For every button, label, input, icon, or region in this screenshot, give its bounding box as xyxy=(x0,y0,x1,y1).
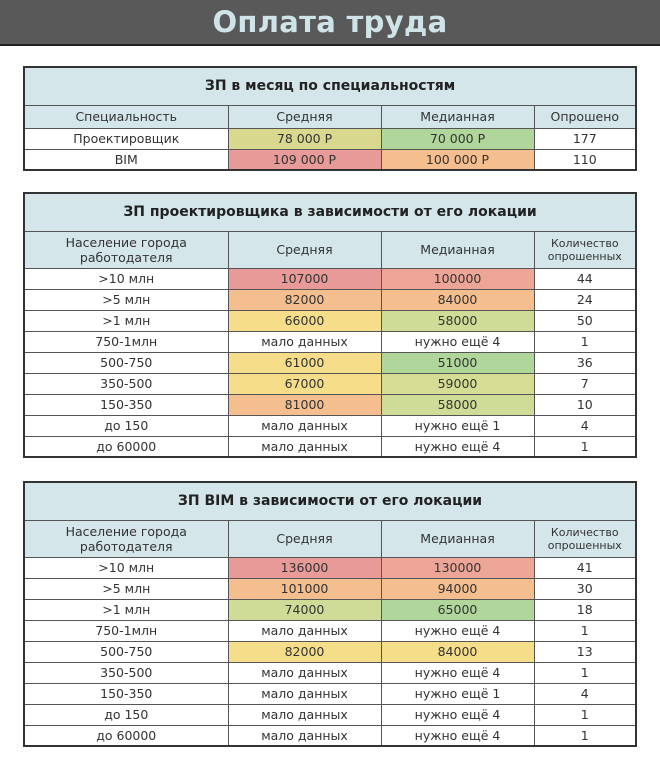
row-label: 350-500 xyxy=(24,373,228,394)
row-label: 750-1млн xyxy=(24,620,228,641)
row-label: 150-350 xyxy=(24,683,228,704)
median-value: 84000 xyxy=(381,641,534,662)
row-label: >10 млн xyxy=(24,557,228,578)
median-value: нужно ещё 4 xyxy=(381,662,534,683)
table-row xyxy=(24,289,636,310)
respondent-count: 110 xyxy=(534,149,636,170)
median-value: 84000 xyxy=(381,289,534,310)
row-label: >1 млн xyxy=(24,310,228,331)
median-value: нужно ещё 4 xyxy=(381,725,534,746)
respondent-count: 1 xyxy=(534,704,636,725)
table-row xyxy=(24,599,636,620)
column-header-specialty: Специальность xyxy=(24,105,228,128)
average-value: мало данных xyxy=(228,683,381,704)
table-row xyxy=(24,128,636,149)
column-header-count: Опрошено xyxy=(534,105,636,128)
median-value: 100000 xyxy=(381,268,534,289)
respondent-count: 1 xyxy=(534,436,636,457)
row-label: 350-500 xyxy=(24,662,228,683)
row-label: 500-750 xyxy=(24,641,228,662)
median-value: нужно ещё 4 xyxy=(381,620,534,641)
average-value: 67000 xyxy=(228,373,381,394)
table-row xyxy=(24,310,636,331)
average-value: 82000 xyxy=(228,641,381,662)
table-title: ЗП в месяц по специальностям xyxy=(24,67,636,105)
respondent-count: 41 xyxy=(534,557,636,578)
average-value: 66000 xyxy=(228,310,381,331)
average-value: 109 000 Р xyxy=(228,149,381,170)
median-value: 130000 xyxy=(381,557,534,578)
median-value: нужно ещё 1 xyxy=(381,683,534,704)
respondent-count: 24 xyxy=(534,289,636,310)
median-value: 70 000 Р xyxy=(381,128,534,149)
respondent-count: 177 xyxy=(534,128,636,149)
specialty-salary-table xyxy=(23,66,637,171)
average-value: 136000 xyxy=(228,557,381,578)
row-label: до 150 xyxy=(24,704,228,725)
respondent-count: 36 xyxy=(534,352,636,373)
average-value: 82000 xyxy=(228,289,381,310)
column-header-average: Средняя xyxy=(228,520,381,557)
respondent-count: 1 xyxy=(534,331,636,352)
bim-location-table xyxy=(23,481,637,747)
row-label: >1 млн xyxy=(24,599,228,620)
table-title: ЗП проектировщика в зависимости от его локации xyxy=(24,193,636,231)
respondent-count: 10 xyxy=(534,394,636,415)
column-header-row xyxy=(24,105,636,128)
column-header-row xyxy=(24,520,636,557)
row-label: Проектировщик xyxy=(24,128,228,149)
table-row xyxy=(24,149,636,170)
respondent-count: 1 xyxy=(534,620,636,641)
median-value: 59000 xyxy=(381,373,534,394)
respondent-count: 18 xyxy=(534,599,636,620)
table-row xyxy=(24,331,636,352)
average-value: мало данных xyxy=(228,704,381,725)
row-label: BIM xyxy=(24,149,228,170)
row-label: до 150 xyxy=(24,415,228,436)
median-value: 94000 xyxy=(381,578,534,599)
average-value: 74000 xyxy=(228,599,381,620)
average-value: мало данных xyxy=(228,725,381,746)
designer-location-table xyxy=(23,192,637,458)
respondent-count: 50 xyxy=(534,310,636,331)
median-value: 65000 xyxy=(381,599,534,620)
table-row xyxy=(24,352,636,373)
table-title-row xyxy=(24,193,636,231)
average-value: мало данных xyxy=(228,331,381,352)
column-header-average: Средняя xyxy=(228,105,381,128)
row-label: 500-750 xyxy=(24,352,228,373)
median-value: 51000 xyxy=(381,352,534,373)
column-header-city-population: Население города работодателя xyxy=(24,231,228,268)
table-row xyxy=(24,268,636,289)
row-label: 150-350 xyxy=(24,394,228,415)
page-title: Оплата труда xyxy=(212,5,448,39)
table-title-row xyxy=(24,482,636,520)
median-value: 58000 xyxy=(381,394,534,415)
average-value: мало данных xyxy=(228,662,381,683)
table-row xyxy=(24,373,636,394)
median-value: нужно ещё 4 xyxy=(381,331,534,352)
median-value: нужно ещё 4 xyxy=(381,436,534,457)
respondent-count: 4 xyxy=(534,683,636,704)
respondent-count: 1 xyxy=(534,725,636,746)
row-label: до 60000 xyxy=(24,436,228,457)
table-row xyxy=(24,394,636,415)
average-value: мало данных xyxy=(228,436,381,457)
respondent-count: 1 xyxy=(534,662,636,683)
table-title: ЗП BIM в зависимости от его локации xyxy=(24,482,636,520)
table-row xyxy=(24,683,636,704)
column-header-median: Медианная xyxy=(381,231,534,268)
table-title-row xyxy=(24,67,636,105)
average-value: мало данных xyxy=(228,620,381,641)
row-label: 750-1млн xyxy=(24,331,228,352)
median-value: 100 000 Р xyxy=(381,149,534,170)
average-value: 78 000 Р xyxy=(228,128,381,149)
table-row xyxy=(24,557,636,578)
column-header-median: Медианная xyxy=(381,105,534,128)
respondent-count: 30 xyxy=(534,578,636,599)
table-row xyxy=(24,415,636,436)
average-value: 101000 xyxy=(228,578,381,599)
table-row xyxy=(24,641,636,662)
average-value: 107000 xyxy=(228,268,381,289)
median-value: 58000 xyxy=(381,310,534,331)
table-row xyxy=(24,578,636,599)
respondent-count: 44 xyxy=(534,268,636,289)
average-value: 61000 xyxy=(228,352,381,373)
row-label: >5 млн xyxy=(24,289,228,310)
table-row xyxy=(24,620,636,641)
column-header-median: Медианная xyxy=(381,520,534,557)
table-row xyxy=(24,704,636,725)
page-banner xyxy=(0,0,660,46)
column-header-respondents: Количество опрошенных xyxy=(534,231,636,268)
median-value: нужно ещё 4 xyxy=(381,704,534,725)
average-value: мало данных xyxy=(228,415,381,436)
row-label: >5 млн xyxy=(24,578,228,599)
respondent-count: 13 xyxy=(534,641,636,662)
column-header-respondents: Количество опрошенных xyxy=(534,520,636,557)
column-header-row xyxy=(24,231,636,268)
column-header-average: Средняя xyxy=(228,231,381,268)
column-header-city-population: Население города работодателя xyxy=(24,520,228,557)
row-label: >10 млн xyxy=(24,268,228,289)
respondent-count: 7 xyxy=(534,373,636,394)
table-row xyxy=(24,662,636,683)
respondent-count: 4 xyxy=(534,415,636,436)
table-row xyxy=(24,725,636,746)
row-label: до 60000 xyxy=(24,725,228,746)
table-row xyxy=(24,436,636,457)
average-value: 81000 xyxy=(228,394,381,415)
median-value: нужно ещё 1 xyxy=(381,415,534,436)
